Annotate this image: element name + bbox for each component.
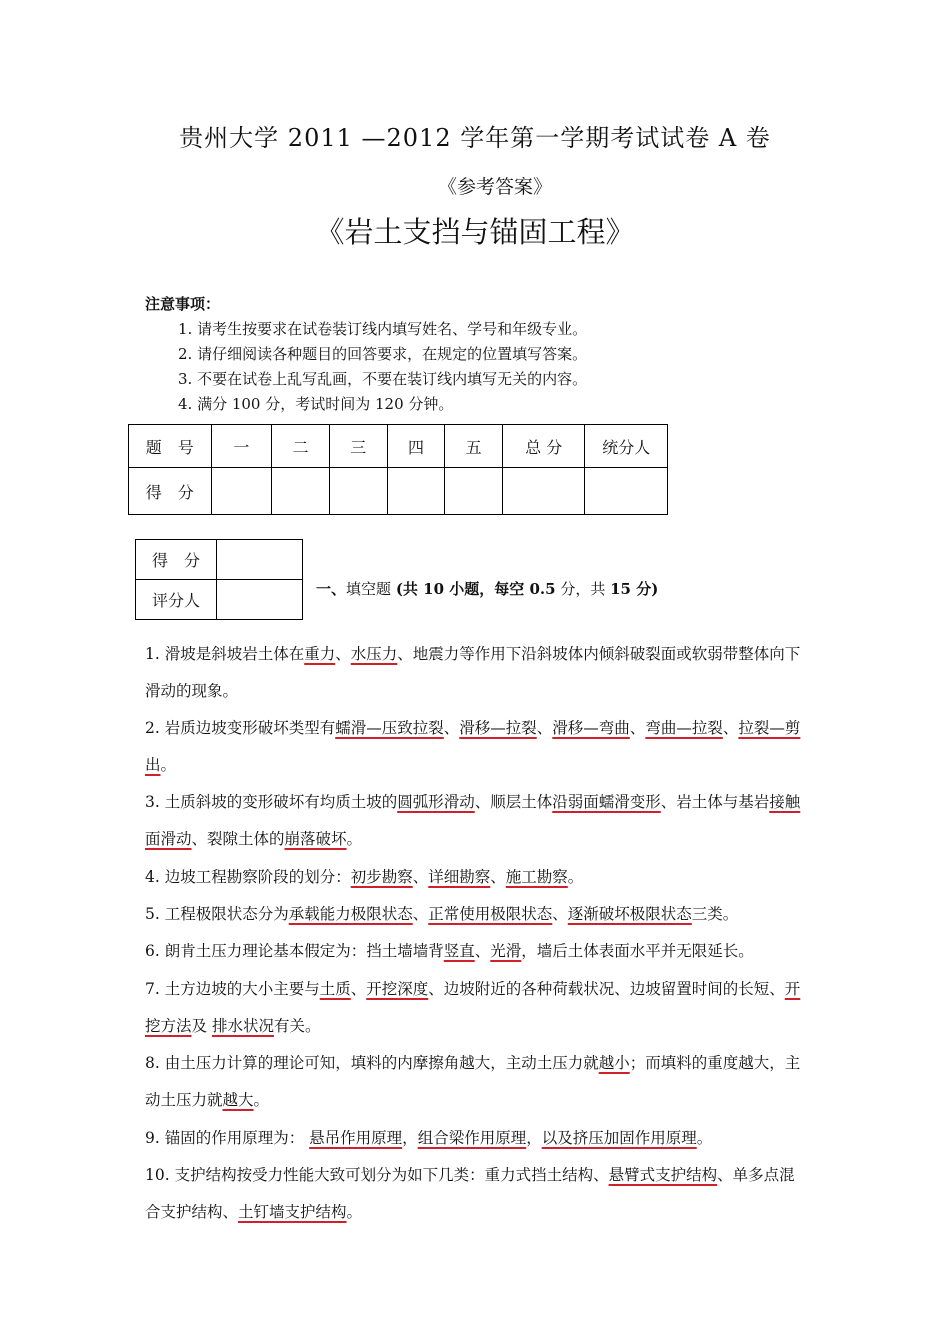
header-cell-4: 四 xyxy=(387,425,445,468)
score-cell-3[interactable] xyxy=(329,468,387,515)
question-text: 三类。 xyxy=(691,905,739,923)
answer-text: 逐渐破坏极限状态 xyxy=(567,905,692,923)
score-cell-4[interactable] xyxy=(387,468,445,515)
question-text: 、 xyxy=(722,719,739,737)
question-text: 4. 边坡工程勘察阶段的划分： xyxy=(145,868,351,886)
question-text: 。 xyxy=(160,756,177,774)
section-1-blank-points: 0.5 xyxy=(529,580,556,598)
section-1-title xyxy=(316,578,658,599)
answer-text: 沿弱面蠕滑变形 xyxy=(552,793,661,811)
answer-text: 施工勘察 xyxy=(505,868,568,886)
answer-text: 圆弧形滑动 xyxy=(397,793,475,811)
answer-text: 越大 xyxy=(222,1091,254,1109)
question-text: 7. 土方边坡的大小主要与 xyxy=(145,980,320,998)
question-text: 、 xyxy=(474,942,491,960)
score-table-score-row xyxy=(129,468,668,515)
course-title: 《岩土支挡与锚固工程》 xyxy=(315,215,635,249)
question-7 xyxy=(145,971,810,1045)
answer-text: 开挖深度 xyxy=(366,980,429,998)
question-5 xyxy=(145,896,810,933)
notice-item-1: 1. 请考生按要求在试卷装订线内填写姓名、学号和年级专业。 xyxy=(178,320,588,338)
question-text: 。 xyxy=(567,868,584,886)
question-text: 9. 锚固的作用原理为： xyxy=(145,1129,310,1147)
question-text: 2. 岩质边坡变形破坏类型有 xyxy=(145,719,336,737)
question-text: ， xyxy=(526,1129,542,1147)
question-text: 、裂隙土体的 xyxy=(191,830,285,848)
question-text: 及 xyxy=(191,1017,212,1035)
question-text: 、顺层土体 xyxy=(474,793,553,811)
answer-text: 水压力 xyxy=(350,645,398,663)
header-cell-total: 总 分 xyxy=(502,425,584,468)
question-text: 、 xyxy=(629,719,646,737)
answer-key-subtitle: 《参考答案》 xyxy=(437,176,552,198)
answer-text: 悬吊作用原理 xyxy=(309,1129,403,1147)
question-4 xyxy=(145,859,810,896)
question-text: 、 xyxy=(335,645,351,663)
header-cell-tallier: 统分人 xyxy=(585,425,668,468)
question-text: ，墙后土体表面水平并无限延长。 xyxy=(521,942,754,960)
exam-title: 贵州大学 2011 —2012 学年第一学期考试试卷 A 卷 xyxy=(179,124,771,152)
question-text: 、 xyxy=(490,868,506,886)
question-text: 、 xyxy=(443,719,460,737)
answer-text: 拉裂—剪出 xyxy=(145,719,801,774)
question-text: 、 xyxy=(350,980,367,998)
question-text: 1. 滑坡是斜坡岩土体在 xyxy=(145,645,305,663)
question-text: 、边坡附近的各种荷载状况、边坡留置时间的长短、 xyxy=(428,980,785,998)
answer-text: 光滑 xyxy=(490,942,522,960)
answer-text: 悬臂式支护结构 xyxy=(608,1166,718,1184)
question-text: ；而填料的重度越大，主动土压力就 xyxy=(145,1054,801,1109)
answer-text: 滑移—弯曲 xyxy=(552,719,630,737)
notice-heading: 注意事项： xyxy=(145,295,221,313)
section-1-prefix: 一、 xyxy=(316,580,347,598)
question-text: 。 xyxy=(253,1091,270,1109)
score-cell-1[interactable] xyxy=(211,468,272,515)
header-cell-1: 一 xyxy=(211,425,272,468)
question-8 xyxy=(145,1045,810,1119)
answer-text: 详细勘察 xyxy=(428,868,491,886)
answer-text: 土钉墙支护结构 xyxy=(238,1203,347,1221)
answer-text: 排水状况 xyxy=(211,1017,274,1035)
score-table-header-row xyxy=(129,425,668,468)
question-text: 8. 由土压力计算的理论可知，填料的内摩擦角越大，主动土压力就 xyxy=(145,1054,599,1072)
notice-item-4: 4. 满分 100 分，考试时间为 120 分钟。 xyxy=(178,395,454,413)
question-text: 、 xyxy=(536,719,553,737)
answer-text: 竖直 xyxy=(443,942,475,960)
section-1-desc-a: (共 10 小题，每空 xyxy=(395,580,530,598)
question-text: 5. 工程极限状态分为 xyxy=(145,905,289,923)
answer-text: 崩落破坏 xyxy=(284,830,347,848)
question-text: 、 xyxy=(412,868,429,886)
question-9 xyxy=(145,1120,810,1157)
question-text: 。 xyxy=(346,1203,363,1221)
score-cell-5[interactable] xyxy=(445,468,503,515)
question-text: 有关。 xyxy=(273,1017,321,1035)
answer-text: 重力 xyxy=(304,645,336,663)
answer-text: 越小 xyxy=(598,1054,630,1072)
notice-item-3: 3. 不要在试卷上乱写乱画，不要在装订线内填写无关的内容。 xyxy=(178,370,588,388)
question-text: 、岩土体与基岩 xyxy=(660,793,770,811)
question-text: 、地震力等作用下沿斜坡体内倾斜破裂面或软弱带整体向下滑动的现象。 xyxy=(145,645,801,700)
answer-text: 正常使用极限状态 xyxy=(428,905,553,923)
question-text: 3. 土质斜坡的变形破坏有均质土坡的 xyxy=(145,793,398,811)
grader-score-label: 得 分 xyxy=(136,540,217,580)
question-3 xyxy=(145,784,810,858)
question-text: 、单多点混合支护结构、 xyxy=(145,1166,795,1221)
answer-text: 土质 xyxy=(319,980,351,998)
answer-text: 弯曲—拉裂 xyxy=(645,719,723,737)
header-cell-3: 三 xyxy=(329,425,387,468)
grader-name-label: 评分人 xyxy=(136,580,217,620)
header-cell-5: 五 xyxy=(445,425,503,468)
question-6 xyxy=(145,933,810,970)
score-cell-2[interactable] xyxy=(272,468,330,515)
section-1-name: 填空题 xyxy=(346,580,392,598)
answer-text: 以及挤压加固作用原理 xyxy=(541,1129,697,1147)
answer-text: 承载能力极限状态 xyxy=(288,905,413,923)
question-text: ， xyxy=(402,1129,418,1147)
question-text: 6. 朗肯土压力理论基本假定为：挡土墙墙背 xyxy=(145,942,444,960)
row-label-score: 得 分 xyxy=(129,468,212,515)
header-cell-question-no: 题 号 xyxy=(129,425,212,468)
question-10 xyxy=(145,1157,810,1231)
answer-text: 接触面滑动 xyxy=(145,793,801,848)
question-text: 10. 支护结构按受力性能大致可划分为如下几类：重力式挡土结构、 xyxy=(145,1166,609,1184)
question-text: 。 xyxy=(696,1129,713,1147)
section-1-desc-e: 分) xyxy=(630,580,659,598)
answer-text: 初步勘察 xyxy=(350,868,413,886)
score-cell-tallier[interactable] xyxy=(585,468,668,515)
answer-text: 滑移—拉裂 xyxy=(459,719,537,737)
answer-text: 开挖方法 xyxy=(145,980,801,1035)
section-1-total-points: 15 xyxy=(610,580,631,598)
grader-box xyxy=(135,539,303,620)
question-2 xyxy=(145,710,810,784)
grader-score-cell[interactable] xyxy=(217,540,303,580)
question-text: 。 xyxy=(346,830,363,848)
score-cell-total[interactable] xyxy=(502,468,584,515)
score-table xyxy=(128,424,668,515)
header-cell-2: 二 xyxy=(272,425,330,468)
question-text: 、 xyxy=(552,905,568,923)
section-1-desc-c: 分，共 xyxy=(555,580,611,598)
question-text: 、 xyxy=(412,905,429,923)
question-1 xyxy=(145,636,810,710)
answer-text: 蠕滑—压致拉裂 xyxy=(335,719,444,737)
grader-name-cell[interactable] xyxy=(217,580,303,620)
notice-item-2: 2. 请仔细阅读各种题目的回答要求，在规定的位置填写答案。 xyxy=(178,345,588,363)
answer-text: 组合梁作用原理 xyxy=(417,1129,527,1147)
